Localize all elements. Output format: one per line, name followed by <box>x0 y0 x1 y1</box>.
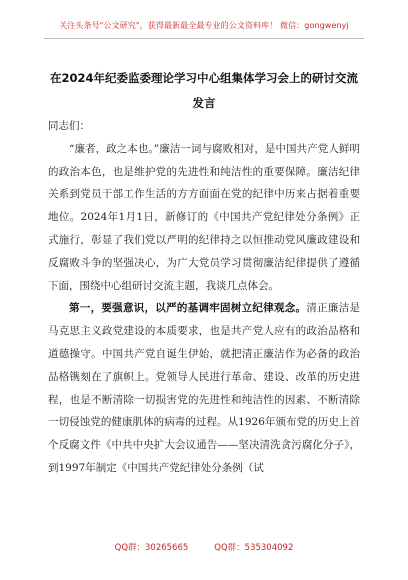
footer-qq-group-1: QQ群：30265665 <box>114 543 189 553</box>
document-title: 在2024年纪委监委理论学习中心组集体学习会上的研讨交流发言 <box>49 71 358 110</box>
footer <box>0 541 408 553</box>
paragraph-2 <box>48 297 360 479</box>
paragraph-2-text: 清正廉洁是马克思主义政党建设的本质要求，也是共产党人应有的政治品格和道德操守。中国共产党自诞生伊始，就把清正廉洁作为必备的政治品格镌刻在了旗帜上。党领导人民进行革命、建设、改革的历史进程，也是不断清除一切损害党的先进性和纯洁性的因素、不断清除一切侵蚀党的健康肌体的病毒的过程。从1926年颁布党的历史上首个反腐文件《中共中央扩大会议通告——坚决清洗贪污腐化分子》，到1997年制定《中国共产党纪律处分条例（试 <box>48 302 361 474</box>
paragraph-1: “廉者，政之本也。”廉洁一词与腐败相对，是中国共产党人鲜明的政治本色，也是维护党的先进性和纯洁性的重要保障。廉洁纪律关系到党员干部工作生活的方方面面在党的纪律中历来占据着重要地位。2024年1月1日，新修订的《中国共产党纪律处分条例》正式施行，彰显了我们党以严明的纪律持之以恒推动党风廉政建设和反腐败斗争的坚强决心，为广大党员学习贯彻廉洁纪律提供了遵循下面，围绕中心组研讨交流主题，我谈几点体会。 <box>48 142 360 292</box>
footer-qq-group-2: QQ群：535304092 <box>214 543 294 553</box>
document-body <box>48 115 360 480</box>
header-banner: 关注头条号"公文研究"，获得最新最全最专业的公文资料库！ 微信：gongwenyj <box>59 21 349 30</box>
header-divider <box>44 38 364 39</box>
paragraph-2-heading: 第一，要强意识，以严的基调牢固树立纪律观念。 <box>69 302 307 315</box>
salutation: 同志们： <box>48 120 90 132</box>
